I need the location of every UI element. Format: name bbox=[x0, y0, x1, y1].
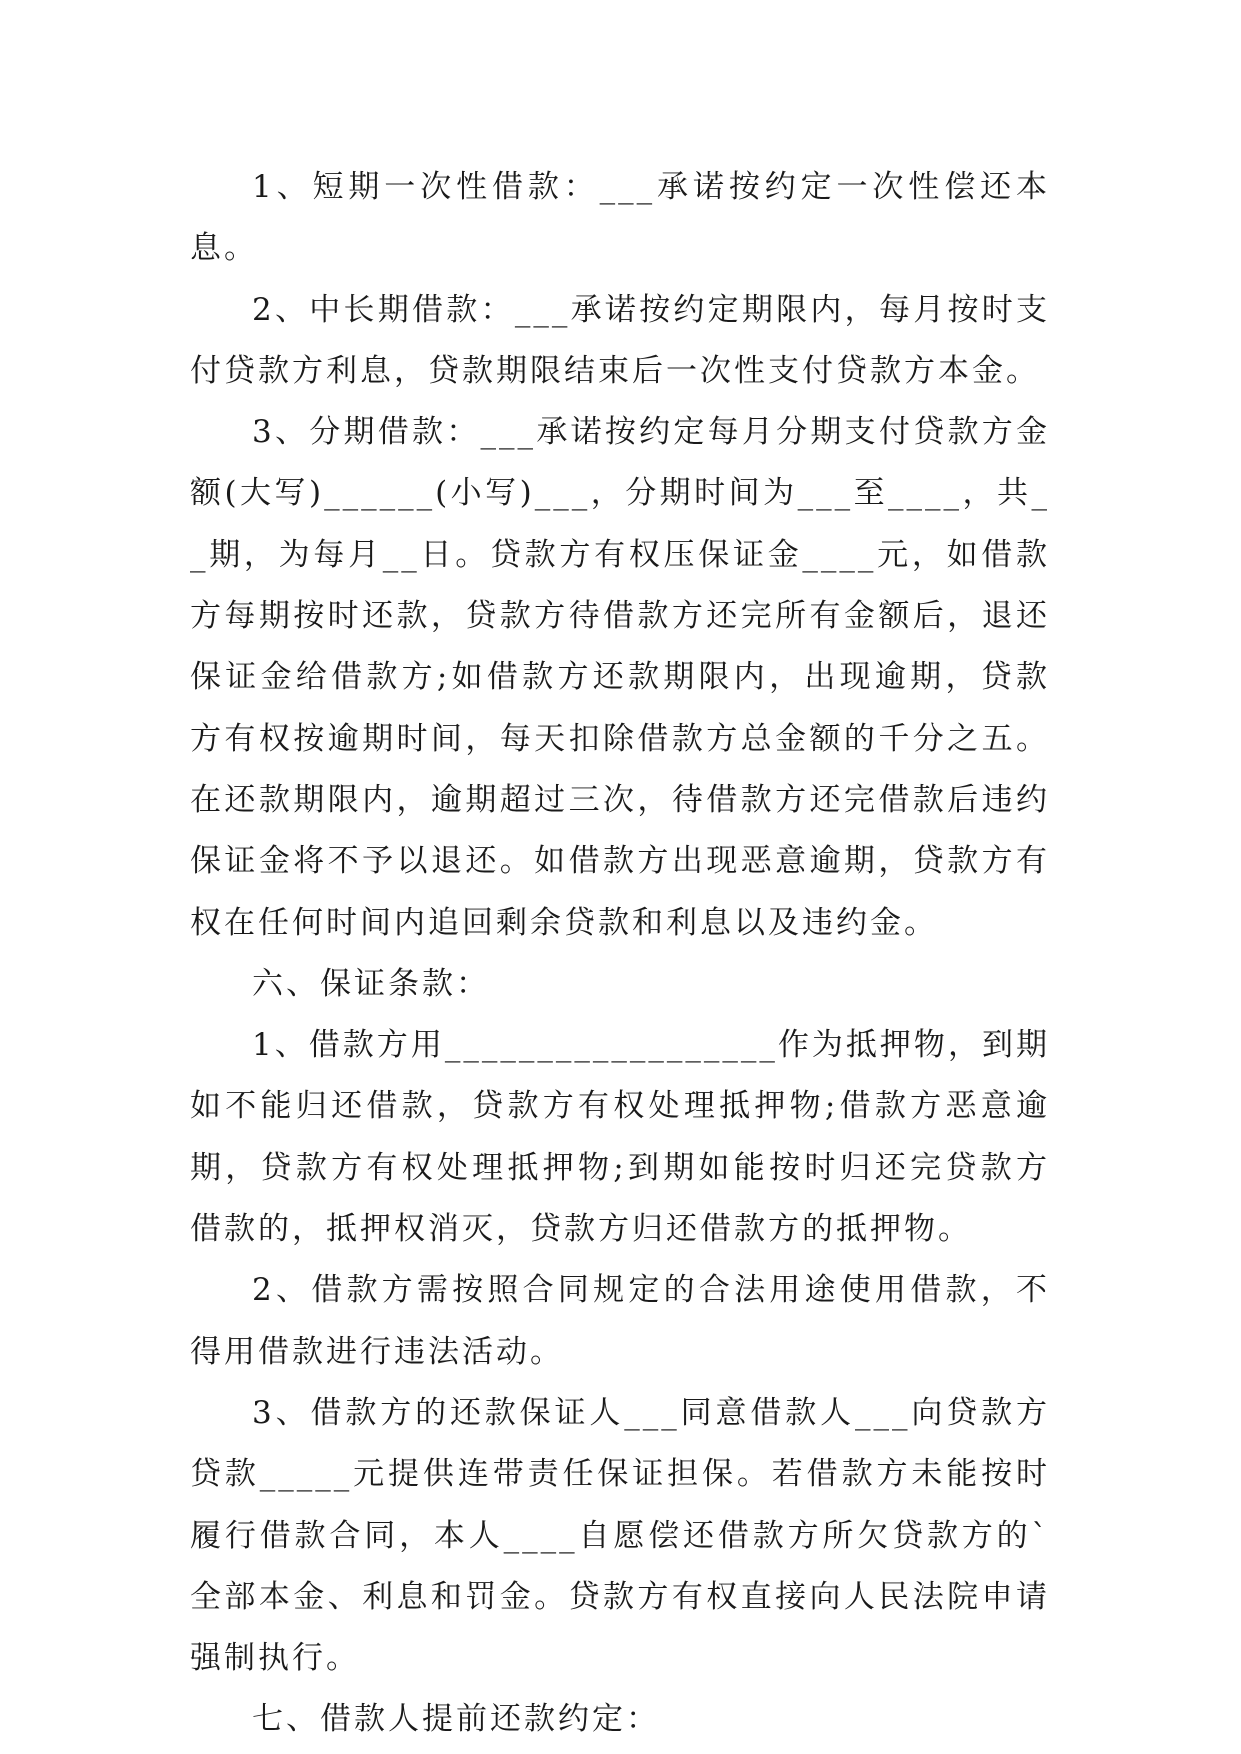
clause-short-term-loan: 1、短期一次性借款：___承诺按约定一次性偿还本息。 bbox=[190, 169, 1050, 267]
clause-medium-long-term-loan: 2、中长期借款：___承诺按约定期限内，每月按时支付贷款方利息，贷款期限结束后一次性支付贷款方本金。 bbox=[190, 291, 1050, 389]
section-heading-guarantee: 六、保证条款： bbox=[252, 965, 490, 1002]
section-heading-early-repayment: 七、借款人提前还款约定： bbox=[252, 1701, 660, 1738]
clause-lawful-use: 2、借款方需按照合同规定的合法用途使用借款，不得用借款进行违法活动。 bbox=[190, 1272, 1050, 1370]
document-body bbox=[190, 157, 1050, 1751]
clause-guarantor: 3、借款方的还款保证人___同意借款人___向贷款方贷款_____元提供连带责任保证担保。若借款方未能按时履行借款合同，本人____自愿偿还借款方所欠贷款方的`全部本金、利息和罚金。贷款方有权直接向人民法院申请强制执行。 bbox=[190, 1394, 1050, 1677]
clause-collateral: 1、借款方用__________________作为抵押物，到期如不能归还借款，贷款方有权处理抵押物;借款方恶意逾期，贷款方有权处理抵押物;到期如能按时归还完贷款方借款的，抵押权消灭，贷款方归还借款方的抵押物。 bbox=[190, 1027, 1050, 1248]
clause-installment-loan: 3、分期借款：___承诺按约定每月分期支付贷款方金额(大写)______(小写)___，分期时间为___至____，共__期，为每月__日。贷款方有权压保证金____元，如借款方每期按时还款，贷款方待借款方还完所有金额后，退还保证金给借款方;如借款方还款期限内，出现逾期，贷款方有权按逾期时间，每天扣除借款方总金额的千分之五。在还款期限内，逾期超过三次，待借款方还完借款后违约保证金将不予以退还。如借款方出现恶意逾期，贷款方有权在任何时间内追回剩余贷款和利息以及违约金。 bbox=[190, 414, 1050, 941]
